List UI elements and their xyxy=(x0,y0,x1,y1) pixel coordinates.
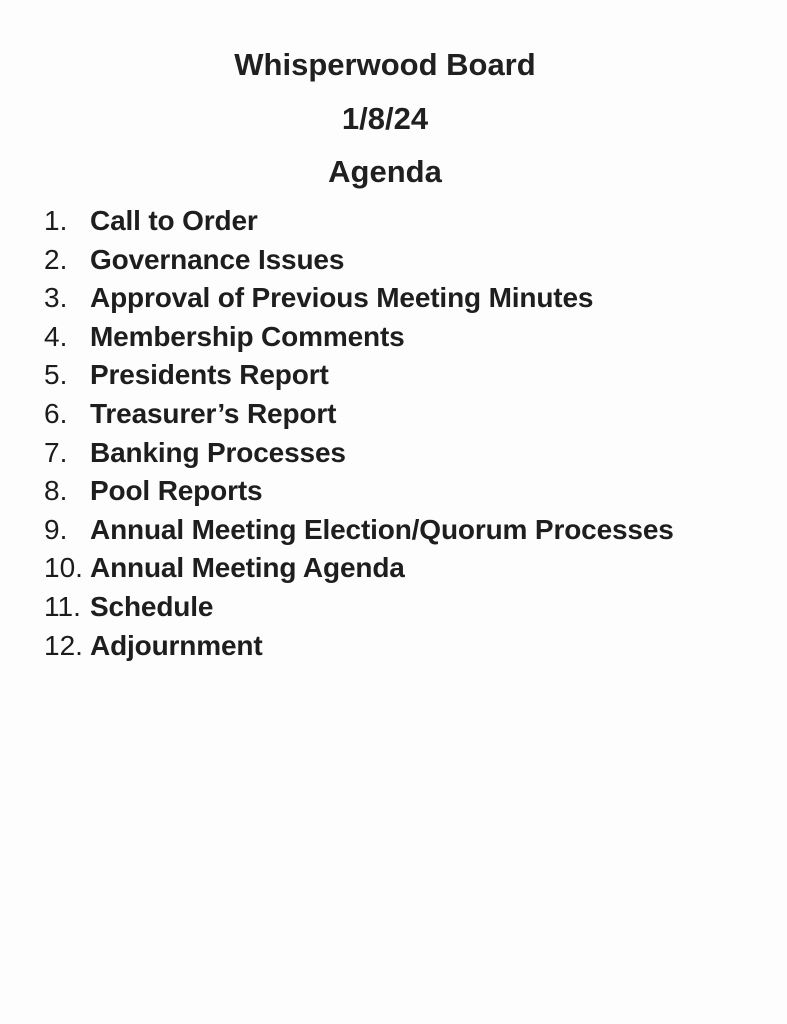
agenda-item-number: 11. xyxy=(44,590,81,622)
agenda-item xyxy=(0,627,787,666)
agenda-item xyxy=(0,241,787,280)
agenda-item-number: 10. xyxy=(44,552,83,584)
agenda-item xyxy=(0,434,787,473)
agenda-item-number: 7. xyxy=(44,436,68,468)
agenda-item-number: 8. xyxy=(44,475,68,507)
agenda-item-number: 6. xyxy=(44,397,68,429)
agenda-item xyxy=(0,395,787,434)
agenda-item xyxy=(0,202,787,241)
agenda-item-number: 2. xyxy=(44,243,68,275)
agenda-item-number: 4. xyxy=(44,320,68,352)
agenda-list xyxy=(0,202,787,665)
agenda-item-number: 1. xyxy=(44,205,68,236)
agenda-item-label: Treasurer’s Report xyxy=(90,397,337,429)
document-subtitle: Agenda xyxy=(328,154,442,189)
document-title: Whisperwood Board xyxy=(234,47,536,82)
agenda-item xyxy=(0,549,787,588)
agenda-item-label: Pool Reports xyxy=(90,475,263,507)
agenda-item-label: Annual Meeting Agenda xyxy=(90,552,405,584)
agenda-item-label: Presidents Report xyxy=(90,359,329,391)
agenda-item-label: Adjournment xyxy=(90,629,263,661)
agenda-item xyxy=(0,472,787,511)
agenda-item-label: Annual Meeting Election/Quorum Processes xyxy=(90,513,674,545)
agenda-item-label: Call to Order xyxy=(90,205,258,236)
agenda-item xyxy=(0,356,787,395)
agenda-item-label: Membership Comments xyxy=(90,320,405,352)
agenda-item-number: 3. xyxy=(44,282,68,314)
agenda-item-label: Approval of Previous Meeting Minutes xyxy=(90,282,594,314)
agenda-item-label: Governance Issues xyxy=(90,243,345,275)
meeting-date: 1/8/24 xyxy=(341,101,429,136)
agenda-item-number: 5. xyxy=(44,359,68,391)
agenda-item xyxy=(0,511,787,550)
agenda-item xyxy=(0,279,787,318)
agenda-item xyxy=(0,588,787,627)
agenda-item-label: Banking Processes xyxy=(90,436,346,468)
agenda-item-number: 12. xyxy=(44,629,83,661)
agenda-item-number: 9. xyxy=(44,513,68,545)
agenda-item xyxy=(0,318,787,357)
agenda-item-label: Schedule xyxy=(90,590,214,622)
